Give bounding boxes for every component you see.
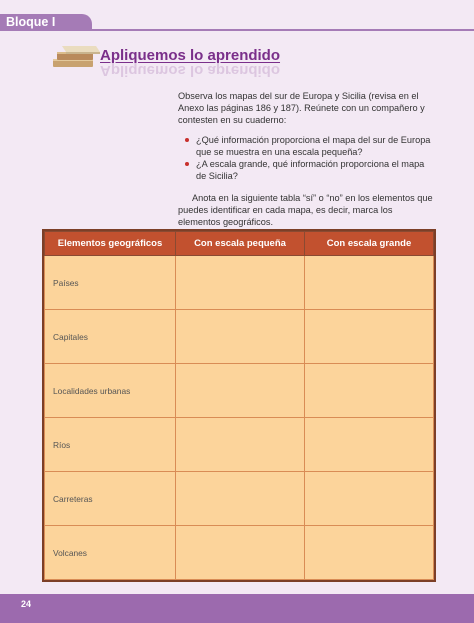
row-label: Capitales — [45, 310, 176, 364]
row-label: Países — [45, 256, 176, 310]
row-label: Localidades urbanas — [45, 364, 176, 418]
page-number: 24 — [21, 599, 32, 609]
answer-cell-small-scale[interactable] — [176, 472, 305, 526]
answer-cell-large-scale[interactable] — [305, 472, 434, 526]
bloque-label: Bloque I — [6, 15, 56, 29]
table-row — [45, 418, 434, 472]
row-label: Ríos — [45, 418, 176, 472]
footer-bar — [0, 594, 474, 623]
table-row — [45, 364, 434, 418]
answer-cell-large-scale[interactable] — [305, 418, 434, 472]
section-title: Apliquemos lo aprendido — [100, 47, 281, 64]
column-header: Con escala pequeña — [176, 232, 305, 256]
answer-cell-large-scale[interactable] — [305, 310, 434, 364]
answer-cell-large-scale[interactable] — [305, 256, 434, 310]
section-title-reflection: Apliquemos lo aprendido — [100, 62, 281, 79]
column-header: Elementos geográficos — [45, 232, 176, 256]
intro-paragraph: Observa los mapas del sur de Europa y Sicilia (revisa en el Anexo las páginas 186 y 187). Reúnete con un compañero y contesten en su cuaderno: — [178, 91, 425, 125]
table-row — [45, 310, 434, 364]
answer-cell-large-scale[interactable] — [305, 526, 434, 580]
elements-table — [44, 231, 434, 580]
table-header-row — [45, 232, 434, 256]
instruction-paragraph: Anota en la siguiente tabla “sí” o “no” en los elementos que puedes identificar en cada mapa, es decir, marca los elementos geográficos. — [178, 193, 433, 227]
list-item — [178, 158, 436, 182]
elements-table-frame — [42, 229, 436, 582]
answer-cell-large-scale[interactable] — [305, 364, 434, 418]
question-text: ¿A escala grande, qué información proporciona el mapa de Sicilia? — [196, 159, 425, 181]
table-row — [45, 256, 434, 310]
answer-cell-small-scale[interactable] — [176, 418, 305, 472]
table-row — [45, 526, 434, 580]
answer-cell-small-scale[interactable] — [176, 526, 305, 580]
answer-cell-small-scale[interactable] — [176, 364, 305, 418]
header-rule — [92, 29, 474, 31]
bullet-icon — [185, 138, 189, 142]
answer-cell-small-scale[interactable] — [176, 256, 305, 310]
row-label: Volcanes — [45, 526, 176, 580]
bullet-icon — [185, 162, 189, 166]
row-label: Carreteras — [45, 472, 176, 526]
book-stack-icon — [50, 44, 102, 70]
table-row — [45, 472, 434, 526]
answer-cell-small-scale[interactable] — [176, 310, 305, 364]
question-text: ¿Qué información proporciona el mapa del sur de Europa que se muestra en una escala pequeña? — [196, 135, 431, 157]
column-header: Con escala grande — [305, 232, 434, 256]
list-item — [178, 134, 436, 158]
question-list — [178, 134, 436, 182]
